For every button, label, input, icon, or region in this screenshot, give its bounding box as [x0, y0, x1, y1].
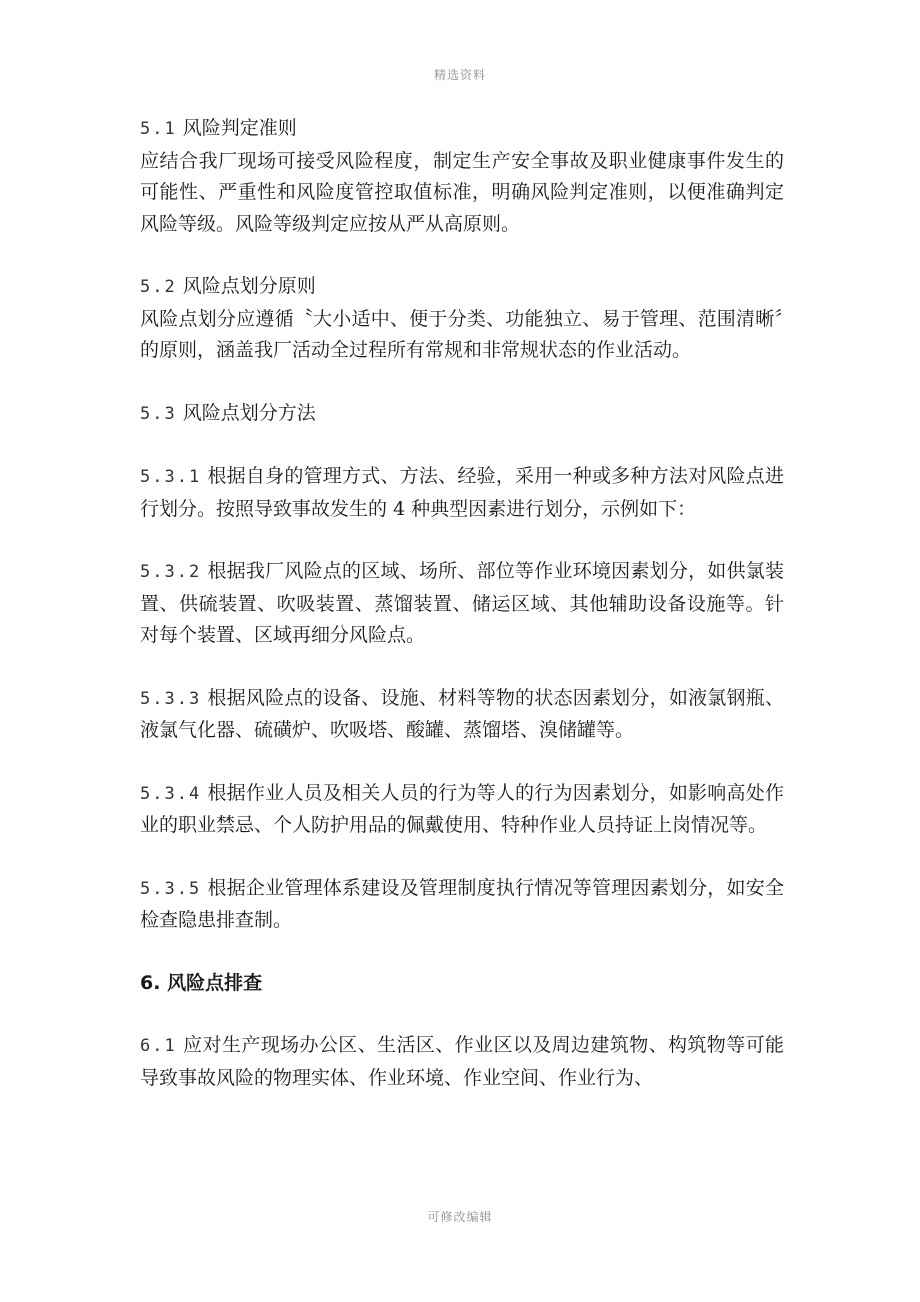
section-5-3-4: [140, 778, 784, 842]
section-title: 风险点划分方法: [182, 401, 316, 424]
section-5-3-5: [140, 873, 784, 937]
section-number: 5.3.5: [140, 878, 202, 899]
section-number: 5.3.2: [140, 562, 202, 582]
chapter-number: 6.: [140, 971, 161, 994]
section-5-3-2: [140, 556, 784, 652]
section-5-1-body: 应结合我厂现场可接受风险程度，制定生产安全事故及职业健康事件发生的可能性、严重性和风险度管控取值标准，明确风险判定准则，以便准确判定风险等级。风险等级判定应按从严从高原则。: [140, 149, 784, 235]
page-footer: 可修改编辑: [427, 1210, 493, 1224]
section-body: 根据自身的管理方式、方法、经验，采用一种或多种方法对风险点进行划分。按照导致事故发生的 4 种典型因素进行划分，示例如下：: [140, 465, 784, 520]
document-body: [140, 113, 784, 1094]
section-title: 风险判定准则: [182, 117, 297, 139]
section-number: 5.3.4: [140, 783, 202, 804]
page-header: 精选资料: [433, 68, 486, 82]
section-body: 根据作业人员及相关人员的行为等人的行为因素划分，如影响高处作业的职业禁忌、个人防护用品的佩戴使用、特种作业人员持证上岗情况等。: [140, 781, 784, 836]
section-body: 根据企业管理体系建设及管理制度执行情况等管理因素划分，如安全检查隐患排查制。: [140, 876, 784, 931]
section-5-3-heading: [140, 398, 784, 431]
chapter-6-heading: [140, 968, 784, 1000]
section-body: 根据我厂风险点的区域、场所、部位等作业环境因素划分，如供氯装置、供硫装置、吹吸装置、蒸馏装置、储运区域、其他辅助设备设施等。针对每个装置、区域再细分风险点。: [140, 560, 784, 646]
section-body: 根据风险点的设备、设施、材料等物的状态因素划分，如液氯钢瓶、液氯气化器、硫磺炉、吹吸塔、酸罐、蒸馏塔、溴储罐等。: [140, 686, 784, 741]
section-number: 5.3.3: [140, 688, 202, 709]
section-5-3-3: [140, 683, 784, 747]
section-number: 5.2: [140, 277, 177, 297]
section-title: 风险点划分原则: [182, 275, 316, 297]
section-body: 应对生产现场办公区、生活区、作业区以及周边建筑物、构筑物等可能导致事故风险的物理实体、作业环境、作业空间、作业行为、: [140, 1034, 784, 1089]
section-5-1-heading: [140, 113, 784, 146]
section-6-1: [140, 1030, 784, 1094]
section-5-2-heading: [140, 271, 784, 304]
section-number: 5.3: [140, 403, 177, 424]
section-number: 5.1: [140, 119, 177, 139]
section-5-3-1: [140, 461, 784, 525]
section-number: 6.1: [140, 1036, 177, 1056]
section-number: 5.3.1: [140, 467, 202, 487]
chapter-title: 风险点排查: [167, 971, 263, 994]
section-5-2-body: 风险点划分应遵循〝大小适中、便于分类、功能独立、易于管理、范围清晰〞的原则，涵盖我厂活动全过程所有常规和非常规状态的作业活动。: [140, 307, 784, 361]
